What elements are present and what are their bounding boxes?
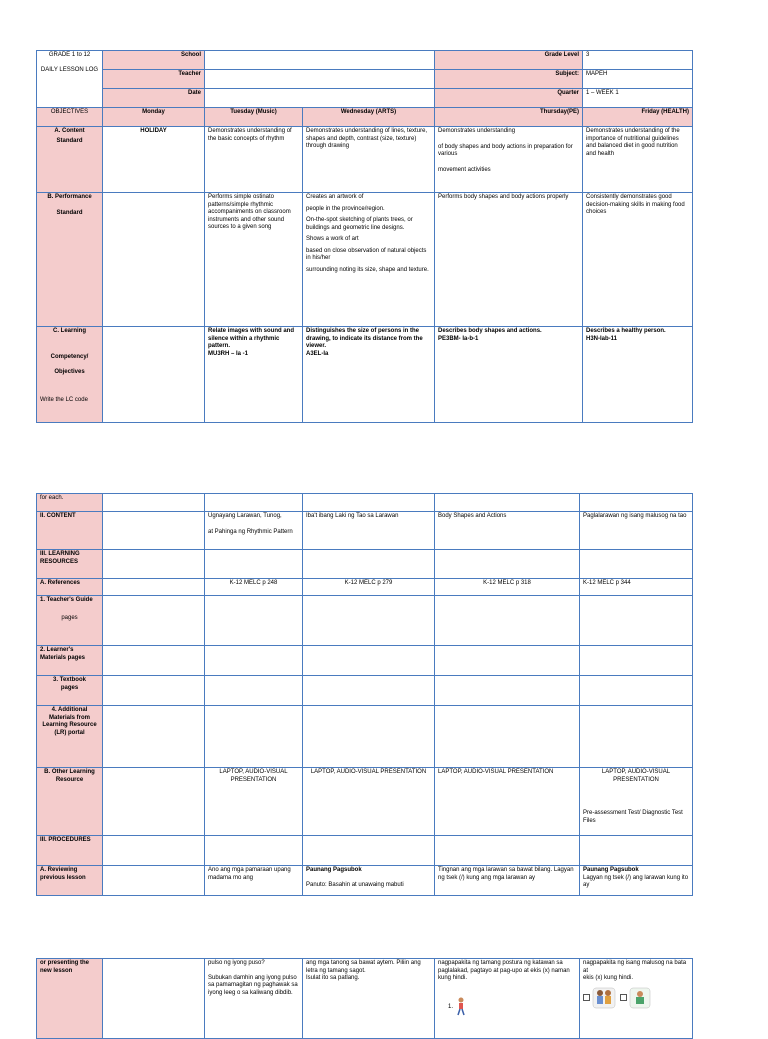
lesson-log-table-bottom bbox=[36, 958, 693, 1039]
learning-competency-friday-code: H3N-Iab-11 bbox=[586, 335, 618, 342]
references-label: A. References bbox=[37, 579, 103, 596]
content-label: II. CONTENT bbox=[37, 512, 103, 550]
other-resource-friday-2: Pre-assessment Test/ Diagnostic Test Files bbox=[583, 810, 683, 824]
content-standard-wednesday: Demonstrates understanding of lines, texture, shapes and depth, contrast (size, texture) through drawing bbox=[303, 127, 435, 193]
reviewing-label: A. Reviewing previous lesson bbox=[37, 866, 103, 896]
empty-cell bbox=[580, 494, 693, 512]
reviewing-thursday: Tingnan ang mga larawan sa bawat bilang. Lagyan ng tsek (/) kung ang mga larawan ay bbox=[435, 866, 580, 896]
col-tuesday: Tuesday (Music) bbox=[205, 108, 303, 127]
learning-competency-tuesday-text: Relate images with sound and silence within a rhythmic pattern. bbox=[208, 328, 295, 349]
reviewing-wednesday-1: Panuto: Basahin at unawaing mabuti bbox=[306, 881, 404, 888]
grade-level-value: 3 bbox=[583, 51, 693, 70]
empty-cell bbox=[205, 836, 303, 866]
school-label: School bbox=[103, 51, 205, 70]
reviewing-thursday-continued bbox=[435, 959, 580, 1039]
empty-cell bbox=[205, 676, 303, 706]
reviewing-friday-2: nagpapakita ng isang malusog na bata at bbox=[583, 960, 687, 974]
textbook-label-2: pages bbox=[60, 684, 79, 691]
school-field[interactable] bbox=[205, 51, 435, 70]
teachers-guide-label-1: 1. Teacher's Guide bbox=[40, 597, 93, 603]
references-monday bbox=[103, 579, 205, 596]
empty-cell bbox=[205, 596, 303, 646]
quarter-label: Quarter bbox=[435, 89, 583, 108]
col-objectives: OBJECTIVES bbox=[37, 108, 103, 127]
procedures-label: III. PROCEDURES bbox=[37, 836, 103, 866]
content-standard-thursday-1: Demonstrates understanding bbox=[438, 128, 516, 134]
content-standard-label bbox=[37, 127, 103, 193]
reviewing-wednesday-title: Paunang Pagsubok bbox=[306, 867, 362, 873]
reviewing-thursday-2: nagpapakita ng tamang postura ng katawan sa paglalakad, pagtayo at pag-upo at ekis (x) naman kung hindi. bbox=[438, 960, 570, 981]
performance-standard-tuesday-2: sources to a given song bbox=[208, 224, 272, 230]
answer-box-icon[interactable] bbox=[583, 994, 590, 1001]
content-wednesday: Iba't ibang Laki ng Tao sa Larawan bbox=[303, 512, 435, 550]
textbook-label bbox=[37, 676, 103, 706]
date-label: Date bbox=[103, 89, 205, 108]
reviewing-tuesday-3: Subukan damhin ang iyong pulso sa pamamagitan ng paghawak sa iyong leeg o sa kaliwang dibdib. bbox=[208, 974, 298, 996]
content-thursday: Body Shapes and Actions bbox=[435, 512, 580, 550]
reviewing-wednesday-3: Isulat ito sa patlang. bbox=[306, 975, 360, 981]
reviewing-friday-3: ekis (x) kung hindi. bbox=[583, 975, 634, 981]
reviewing-thursday-number: 1. bbox=[448, 1004, 454, 1011]
empty-cell bbox=[435, 676, 580, 706]
empty-cell bbox=[205, 646, 303, 676]
teachers-guide-label bbox=[37, 596, 103, 646]
content-tuesday-2: at Pahinga ng Rhythmic Pattern bbox=[208, 528, 293, 535]
performance-standard-wednesday-3: On-the-spot sketching of plants trees, or buildings and geometric line designs. bbox=[306, 217, 413, 231]
empty-cell bbox=[303, 494, 435, 512]
subject-label: Subject: bbox=[435, 70, 583, 89]
other-resource-tuesday: LAPTOP, AUDIO-VISUAL PRESENTATION bbox=[205, 768, 303, 836]
empty-cell bbox=[303, 596, 435, 646]
empty-cell bbox=[103, 706, 205, 768]
empty-cell bbox=[580, 676, 693, 706]
col-friday: Friday (HEALTH) bbox=[583, 108, 693, 127]
header-title-line1: GRADE 1 to 12 bbox=[48, 52, 91, 58]
content-standard-thursday bbox=[435, 127, 583, 193]
children-image bbox=[592, 987, 616, 1009]
empty-cell bbox=[435, 706, 580, 768]
empty-cell bbox=[580, 706, 693, 768]
learning-competency-wednesday-text: Distinguishes the size of persons in the drawing, to indicate its distance from the viewer. bbox=[306, 328, 423, 349]
content-standard-thursday-2: of body shapes and body actions in preparation for various bbox=[438, 143, 573, 157]
empty-cell bbox=[580, 550, 693, 579]
reviewing-wednesday-2: ang mga tanong sa bawat aytem. Piliin ang letra ng tamang sagot. bbox=[306, 960, 421, 974]
content-standard-label-2: Standard bbox=[56, 137, 83, 144]
col-wednesday: Wednesday (ARTS) bbox=[303, 108, 435, 127]
empty-cell bbox=[580, 836, 693, 866]
references-friday: K-12 MELC p 344 bbox=[580, 579, 693, 596]
empty-cell bbox=[435, 836, 580, 866]
reviewing-monday-continued bbox=[103, 959, 205, 1039]
reviewing-monday bbox=[103, 866, 205, 896]
reviewing-tuesday-continued bbox=[205, 959, 303, 1039]
content-friday: Paglalarawan ng isang malusog na tao bbox=[580, 512, 693, 550]
col-monday: Monday bbox=[103, 108, 205, 127]
performance-standard-friday: Consistently demonstrates good decision-making skills in making food choices bbox=[583, 193, 693, 327]
empty-cell bbox=[103, 596, 205, 646]
learning-competency-tuesday bbox=[205, 327, 303, 423]
col-thursday: Thursday(PE) bbox=[435, 108, 583, 127]
content-standard-label-1: A. Content bbox=[54, 128, 85, 134]
empty-cell bbox=[580, 596, 693, 646]
reviewing-tuesday-2: pulso ng iyong puso? bbox=[208, 960, 265, 966]
performance-standard-thursday: Performs body shapes and body actions properly bbox=[435, 193, 583, 327]
other-resource-thursday: LAPTOP, AUDIO-VISUAL PRESENTATION bbox=[435, 768, 580, 836]
performance-standard-wednesday-4: Shows a work of art bbox=[306, 236, 359, 242]
content-standard-friday: Demonstrates understanding of the importance of nutritional guidelines and balanced diet in good nutrition and health bbox=[583, 127, 693, 193]
content-tuesday-1: Ugnayang Larawan, Tunog, bbox=[208, 513, 282, 519]
empty-cell bbox=[435, 646, 580, 676]
content-standard-tuesday: Demonstrates understanding of the basic concepts of rhythm bbox=[205, 127, 303, 193]
header-title-line2: DAILY LESSON LOG bbox=[40, 66, 99, 73]
child-eating-image bbox=[629, 987, 651, 1009]
reviewing-friday-continued bbox=[580, 959, 693, 1039]
reviewing-friday bbox=[580, 866, 693, 896]
references-tuesday: K-12 MELC p 248 bbox=[205, 579, 303, 596]
quarter-value: 1 – WEEK 1 bbox=[583, 89, 693, 108]
other-resource-wednesday: LAPTOP, AUDIO-VISUAL PRESENTATION bbox=[303, 768, 435, 836]
reviewing-friday-title: Paunang Pagsubok bbox=[583, 867, 639, 873]
learning-competency-thursday-text: Describes body shapes and actions. bbox=[438, 328, 542, 334]
performance-standard-wednesday bbox=[303, 193, 435, 327]
learning-competency-wednesday-code: A3EL-Ia bbox=[306, 350, 329, 357]
learning-competency-thursday-code: PE3BM- Ia-b-1 bbox=[438, 335, 479, 342]
learners-materials-label: 2. Learner's Materials pages bbox=[37, 646, 103, 676]
empty-cell bbox=[103, 550, 205, 579]
empty-cell bbox=[303, 646, 435, 676]
reviewing-wednesday bbox=[303, 866, 435, 896]
empty-cell bbox=[103, 836, 205, 866]
performance-standard-tuesday-1: Performs simple ostinato patterns/simple rhythmic accompaniments on classroom instruments and other sound bbox=[208, 194, 291, 223]
other-resource-friday-1: LAPTOP, AUDIO-VISUAL PRESENTATION bbox=[601, 769, 671, 783]
performance-standard-label-1: B. Performance bbox=[47, 194, 92, 200]
references-thursday: K-12 MELC p 318 bbox=[435, 579, 580, 596]
learning-competency-monday bbox=[103, 327, 205, 423]
content-standard-thursday-3: movement activities bbox=[438, 166, 491, 173]
empty-cell bbox=[103, 494, 205, 512]
performance-standard-wednesday-5: based on close observation of natural objects in his/her bbox=[306, 247, 427, 261]
reviewing-wednesday-continued bbox=[303, 959, 435, 1039]
other-resource-friday bbox=[580, 768, 693, 836]
learning-competency-continued: for each. bbox=[37, 494, 103, 512]
empty-cell bbox=[580, 646, 693, 676]
references-wednesday: K-12 MELC p 279 bbox=[303, 579, 435, 596]
lesson-log-table-top bbox=[36, 50, 693, 423]
performance-standard-tuesday bbox=[205, 193, 303, 327]
learning-competency-thursday bbox=[435, 327, 583, 423]
empty-cell bbox=[103, 676, 205, 706]
subject-value: MAPEH bbox=[583, 70, 693, 89]
other-resource-monday bbox=[103, 768, 205, 836]
learning-competency-tuesday-code: MU3RH – Ia -1 bbox=[208, 350, 249, 357]
textbook-label-1: 3. Textbook bbox=[53, 677, 86, 683]
learning-competency-label bbox=[37, 327, 103, 423]
additional-materials-label: 4. Additional Materials from Learning Resource (LR) portal bbox=[37, 706, 103, 768]
learning-competency-label-2: Competency/ bbox=[50, 353, 89, 360]
empty-cell bbox=[303, 550, 435, 579]
header-title-cell bbox=[37, 51, 103, 108]
performance-standard-label bbox=[37, 193, 103, 327]
content-standard-monday: HOLIDAY bbox=[103, 127, 205, 193]
grade-level-label: Grade Level bbox=[435, 51, 583, 70]
empty-cell bbox=[205, 550, 303, 579]
lesson-log-table-middle bbox=[36, 493, 693, 896]
learning-competency-friday-text: Describes a healthy person. bbox=[586, 328, 666, 334]
performance-standard-monday bbox=[103, 193, 205, 327]
empty-cell bbox=[205, 494, 303, 512]
empty-cell bbox=[205, 706, 303, 768]
performance-standard-wednesday-2: people in the province/region. bbox=[306, 205, 385, 212]
reviewing-tuesday: Ano ang mga pamaraan upang madama mo ang bbox=[205, 866, 303, 896]
teacher-field[interactable] bbox=[205, 70, 435, 89]
learning-competency-label-4: Write the LC code bbox=[40, 396, 88, 403]
walking-child-image bbox=[455, 997, 467, 1017]
learning-resources-label: III. LEARNING RESOURCES bbox=[37, 550, 103, 579]
answer-box-icon[interactable] bbox=[620, 994, 627, 1001]
performance-standard-label-2: Standard bbox=[56, 209, 83, 216]
learning-competency-label-3: Objectives bbox=[54, 369, 85, 375]
performance-standard-wednesday-6: surrounding noting its size, shape and texture. bbox=[306, 266, 429, 273]
content-monday bbox=[103, 512, 205, 550]
content-tuesday bbox=[205, 512, 303, 550]
date-field[interactable] bbox=[205, 89, 435, 108]
empty-cell bbox=[435, 494, 580, 512]
other-resource-label: B. Other Learning Resource bbox=[37, 768, 103, 836]
learning-competency-friday bbox=[583, 327, 693, 423]
reviewing-label-continued: or presenting the new lesson bbox=[37, 959, 103, 1039]
teachers-guide-label-2: pages bbox=[61, 614, 78, 621]
learning-competency-label-1: C. Learning bbox=[52, 328, 86, 334]
empty-cell bbox=[435, 550, 580, 579]
reviewing-friday-1: Lagyan ng tsek (/) ang larawan kung ito ay bbox=[583, 874, 689, 888]
empty-cell bbox=[435, 596, 580, 646]
empty-cell bbox=[303, 676, 435, 706]
teacher-label: Teacher bbox=[103, 70, 205, 89]
empty-cell bbox=[103, 646, 205, 676]
empty-cell bbox=[303, 836, 435, 866]
learning-competency-wednesday bbox=[303, 327, 435, 423]
empty-cell bbox=[303, 706, 435, 768]
performance-standard-wednesday-1: Creates an artwork of bbox=[306, 194, 364, 200]
